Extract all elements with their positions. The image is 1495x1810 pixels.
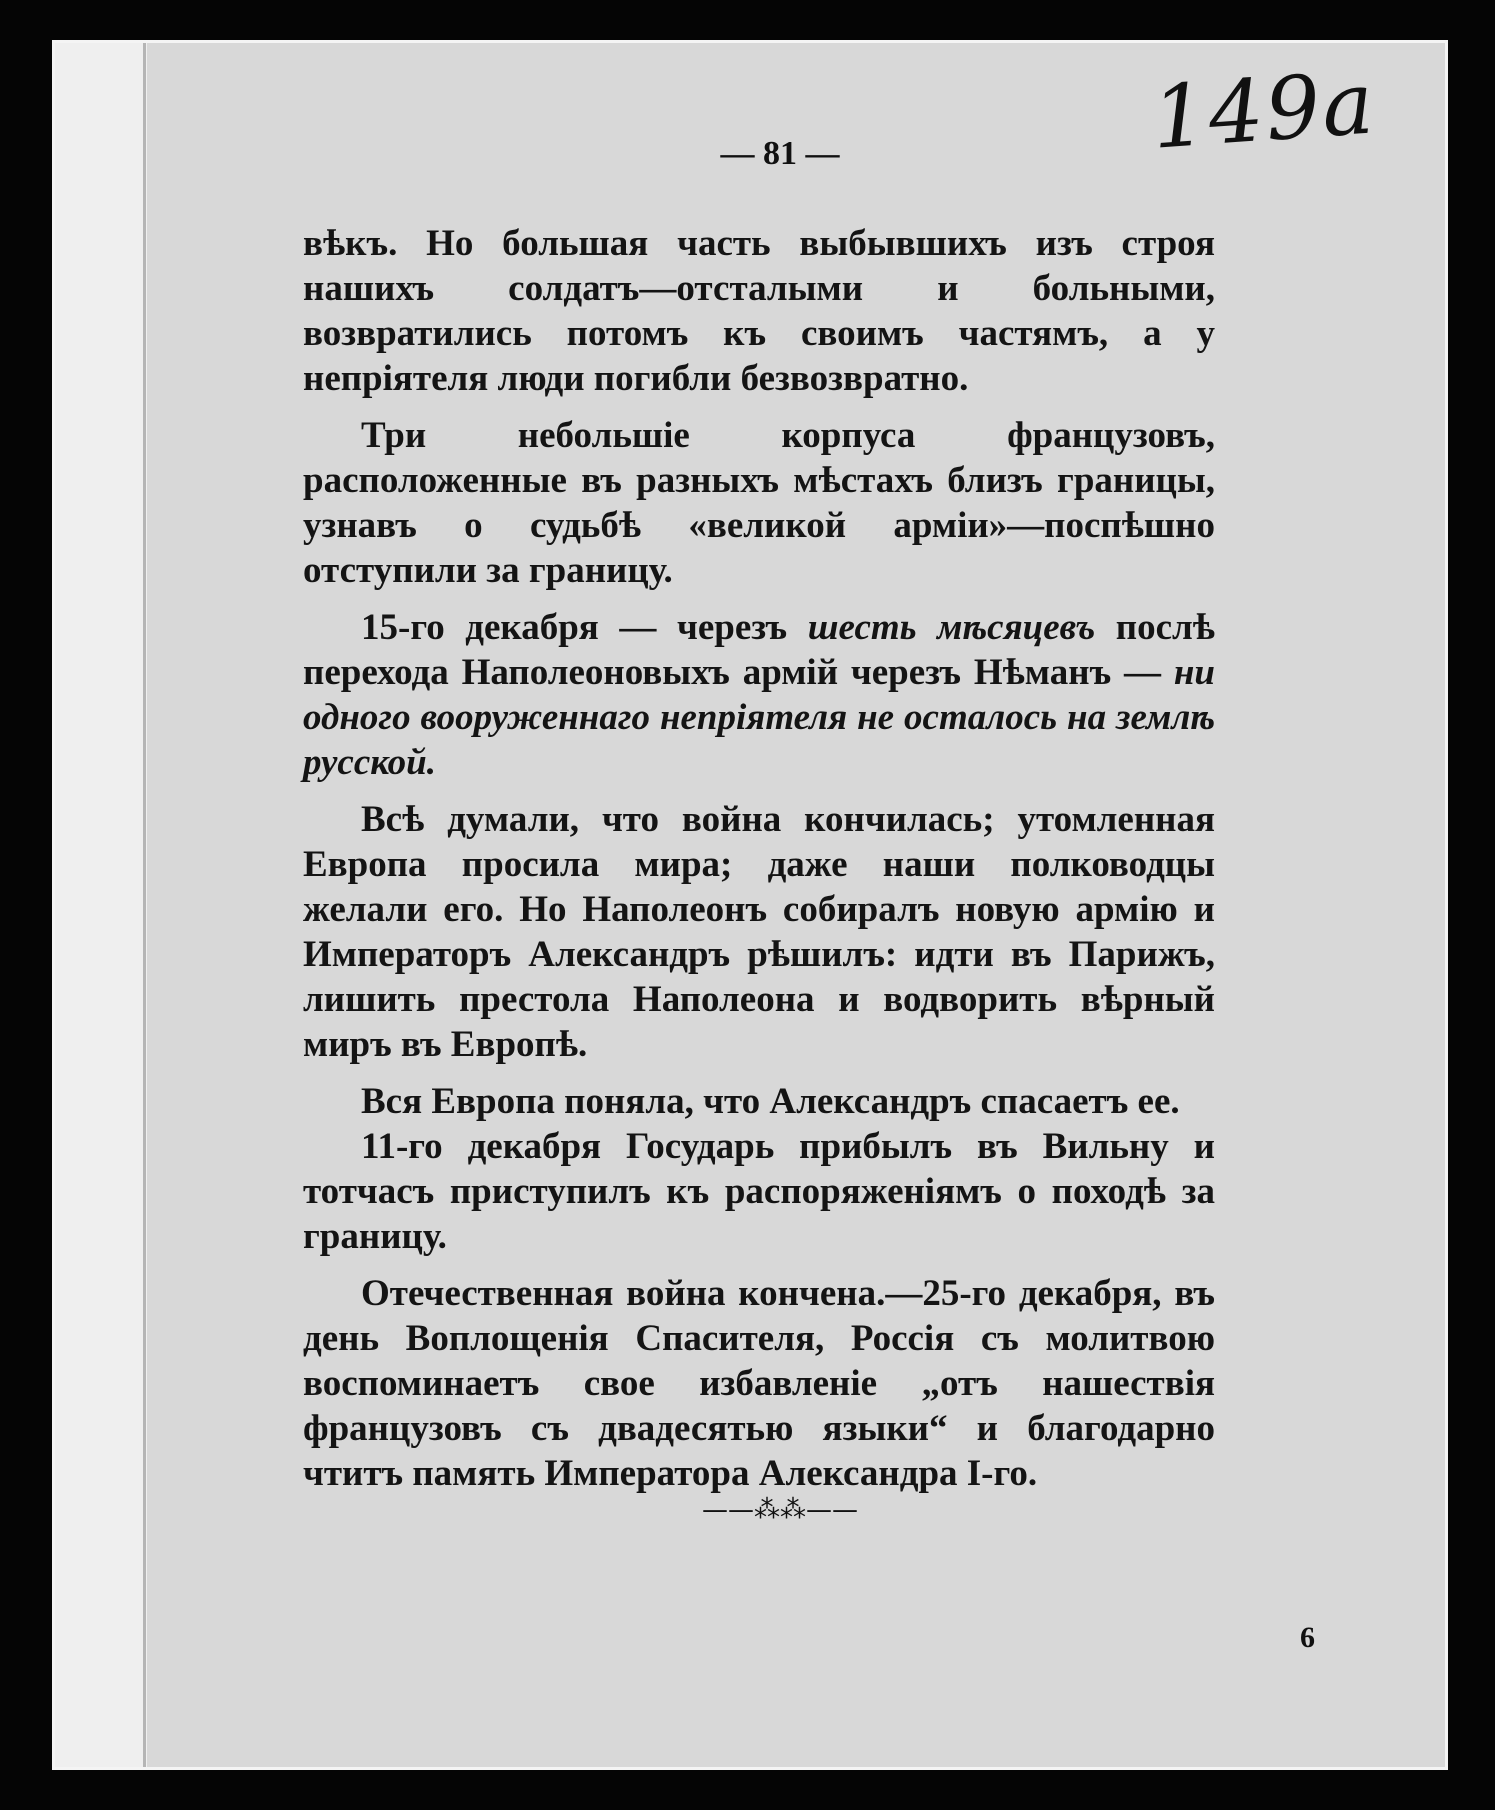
paragraph-3-italic-no-enemy: ни одного вооруженнаго непріятеля не осталось на землѣ русской.: [303, 652, 1215, 783]
paragraph-3: [303, 605, 1215, 785]
paragraph-7: Отечественная война кончена.—25-го декабря, въ день Воплощенія Спасителя, Россія съ молитвою воспоминаетъ свое избавленіе „отъ нашествія французовъ съ двадесятью языки“ и благодарно чтитъ память Императора Александра I-го.: [303, 1273, 1215, 1494]
paragraph-6: 11-го декабря Государь прибылъ въ Вильну и тотчасъ приступилъ къ распоряженіямъ о походѣ за границу.: [303, 1126, 1215, 1257]
paragraph-2: Три небольшіе корпуса французовъ, расположенные въ разныхъ мѣстахъ близъ границы, узнавъ о судьбѣ «великой арміи»—поспѣшно отступили за границу.: [303, 415, 1215, 591]
paragraph-1: вѣкъ. Но большая часть выбывшихъ изъ строя нашихъ солдатъ—отсталыми и больными, возвратились потомъ къ своимъ частямъ, а у непріятеля люди погибли безвозвратно.: [303, 223, 1215, 399]
page-number: — 81 —: [720, 135, 840, 172]
paragraph-3-italic-six-months: шесть мѣсяцевъ: [807, 607, 1096, 648]
paragraph-4: Всѣ думали, что война кончилась; утомленная Европа просила мира; даже наши полководцы желали его. Но Наполеонъ собиралъ новую армію и Императоръ Александръ рѣшилъ: идти въ Парижъ, лишить престола Наполеона и водворить вѣрный миръ въ Европѣ.: [303, 799, 1215, 1065]
paragraph-3-part-c: послѣ перехода Наполеоновыхъ армій черезъ Нѣманъ —: [303, 607, 1216, 693]
body-text: [303, 221, 1215, 1496]
archive-handwritten-number: 149a: [1148, 53, 1379, 169]
closing-ornament: ——⁂⁂——: [702, 1495, 858, 1525]
paragraph-5: Вся Европа поняла, что Александръ спасаетъ ее.: [361, 1081, 1180, 1122]
signature-mark: 6: [1300, 1621, 1315, 1654]
paragraph-3-part-a: 15-го декабря — черезъ: [361, 607, 808, 648]
document-page: [52, 40, 1448, 1770]
